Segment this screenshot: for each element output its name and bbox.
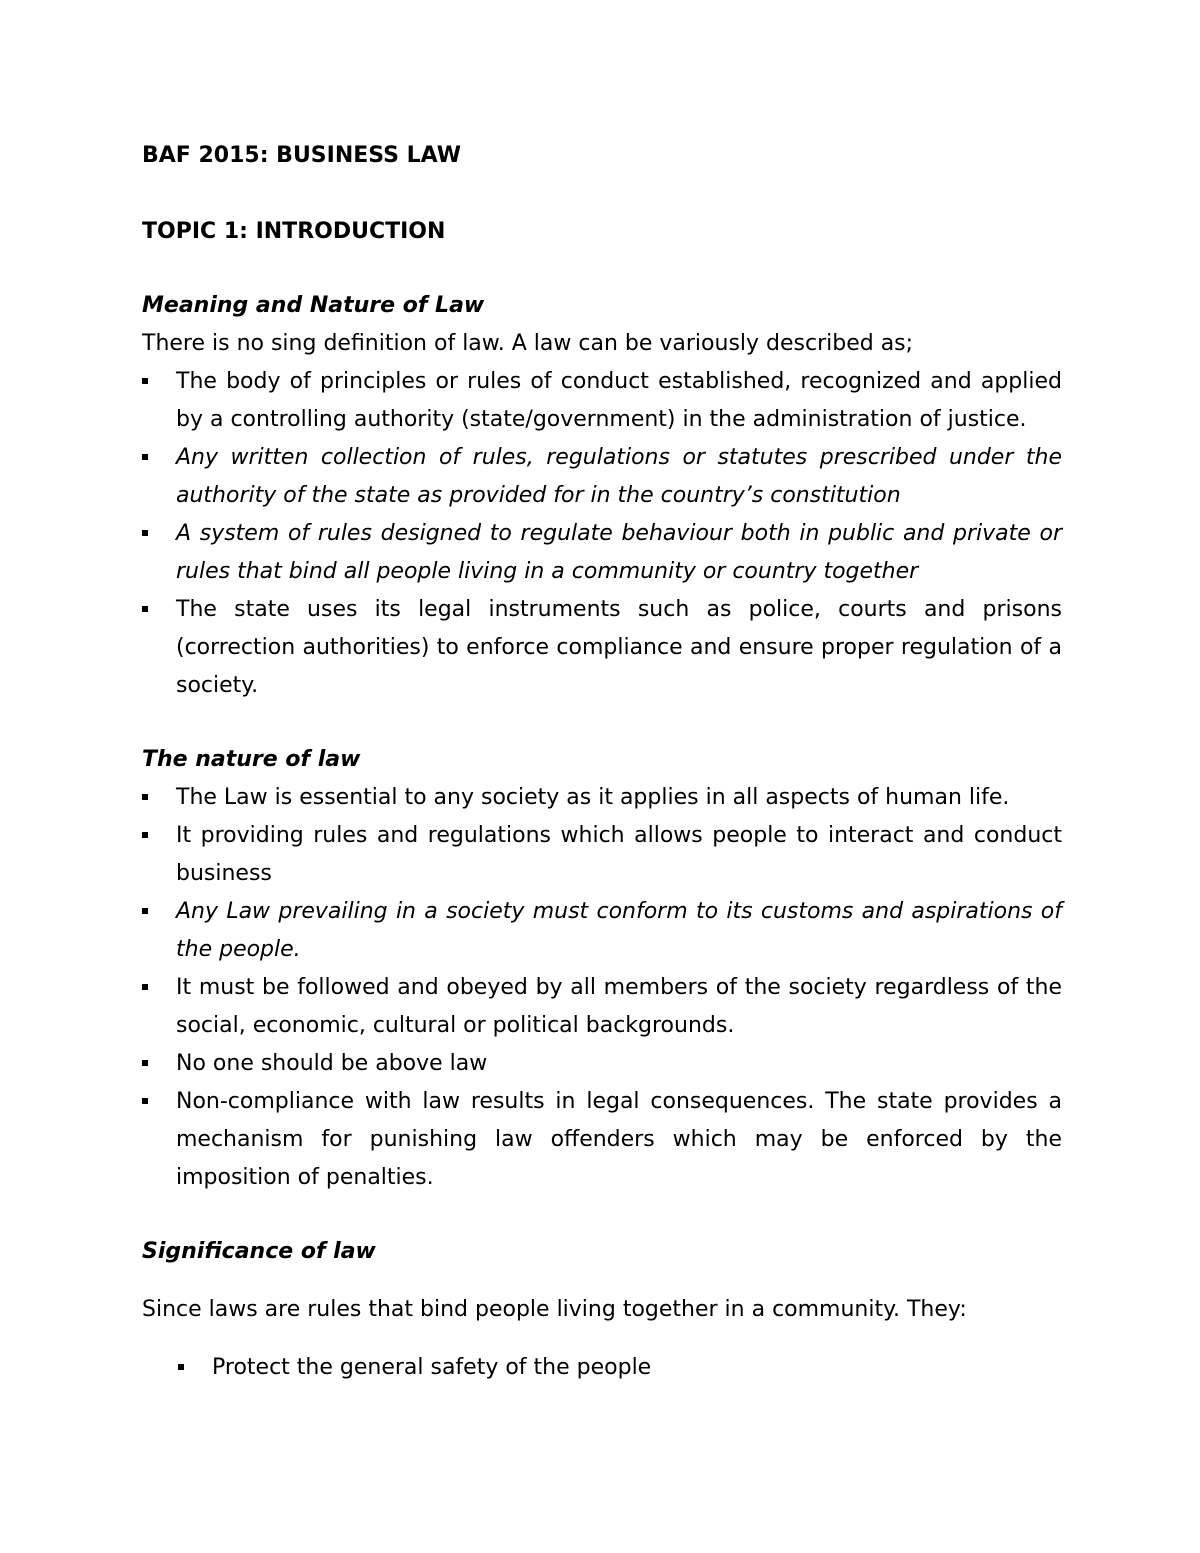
section-intro-significance: Since laws are rules that bind people living together in a community. They:	[142, 1297, 967, 1322]
document-title: BAF 2015: BUSINESS LAW	[142, 143, 461, 168]
list-item	[142, 363, 1062, 439]
list-item-text: The body of principles or rules of conduct established, recognized and applied by a controlling authority (state/government) in the administration of justice.	[176, 369, 1062, 432]
list-item-text: Protect the general safety of the people	[212, 1355, 652, 1380]
document-content	[142, 137, 1062, 1387]
bullet-square-icon	[142, 454, 148, 460]
section-heading-significance: Significance of law	[142, 1239, 376, 1264]
bullet-square-icon	[142, 984, 148, 990]
list-item	[142, 1045, 1062, 1083]
bullet-square-icon	[142, 1060, 148, 1066]
bullet-square-icon	[178, 1364, 184, 1370]
list-item	[142, 1349, 1062, 1387]
list-item-text: The Law is essential to any society as it applies in all aspects of human life.	[176, 785, 1010, 810]
list-item-text: It must be followed and obeyed by all members of the society regardless of the social, economic, cultural or political backgrounds.	[176, 975, 1062, 1038]
bullet-list-nature	[142, 779, 1062, 1197]
bullet-square-icon	[142, 378, 148, 384]
bullet-square-icon	[142, 832, 148, 838]
section-heading-nature: The nature of law	[142, 747, 361, 772]
list-item	[142, 591, 1062, 705]
bullet-square-icon	[142, 530, 148, 536]
list-item	[142, 439, 1062, 515]
list-item-text: Any Law prevailing in a society must conform to its customs and aspirations of the people.	[176, 899, 1062, 962]
list-item-text: A system of rules designed to regulate behaviour both in public and private or rules that bind all people living in a community or country together	[176, 521, 1062, 584]
topic-title: TOPIC 1: INTRODUCTION	[142, 219, 446, 244]
bullet-square-icon	[142, 1098, 148, 1104]
list-item-text: Non-compliance with law results in legal consequences. The state provides a mechanism for punishing law offenders which may be enforced by the imposition of penalties.	[176, 1089, 1062, 1190]
bullet-list-significance	[142, 1349, 1062, 1387]
list-item	[142, 779, 1062, 817]
list-item	[142, 515, 1062, 591]
list-item	[142, 1083, 1062, 1197]
bullet-square-icon	[142, 606, 148, 612]
list-item-text: No one should be above law	[176, 1051, 488, 1076]
section-intro-meaning: There is no sing definition of law. A law can be variously described as;	[142, 331, 914, 356]
list-item-text: It providing rules and regulations which allows people to interact and conduct business	[176, 823, 1062, 886]
bullet-square-icon	[142, 794, 148, 800]
list-item-text: Any written collection of rules, regulations or statutes prescribed under the authority of the state as provided for in the country’s constitution	[176, 445, 1062, 508]
section-heading-meaning: Meaning and Nature of Law	[142, 293, 485, 318]
list-item	[142, 969, 1062, 1045]
list-item	[142, 893, 1062, 969]
spacer	[142, 1271, 1062, 1291]
bullet-square-icon	[142, 908, 148, 914]
list-item	[142, 817, 1062, 893]
bullet-list-meaning	[142, 363, 1062, 705]
list-item-text: The state uses its legal instruments such as police, courts and prisons (correction authorities) to enforce compliance and ensure proper regulation of a society.	[176, 597, 1062, 698]
spacer	[142, 1329, 1062, 1349]
